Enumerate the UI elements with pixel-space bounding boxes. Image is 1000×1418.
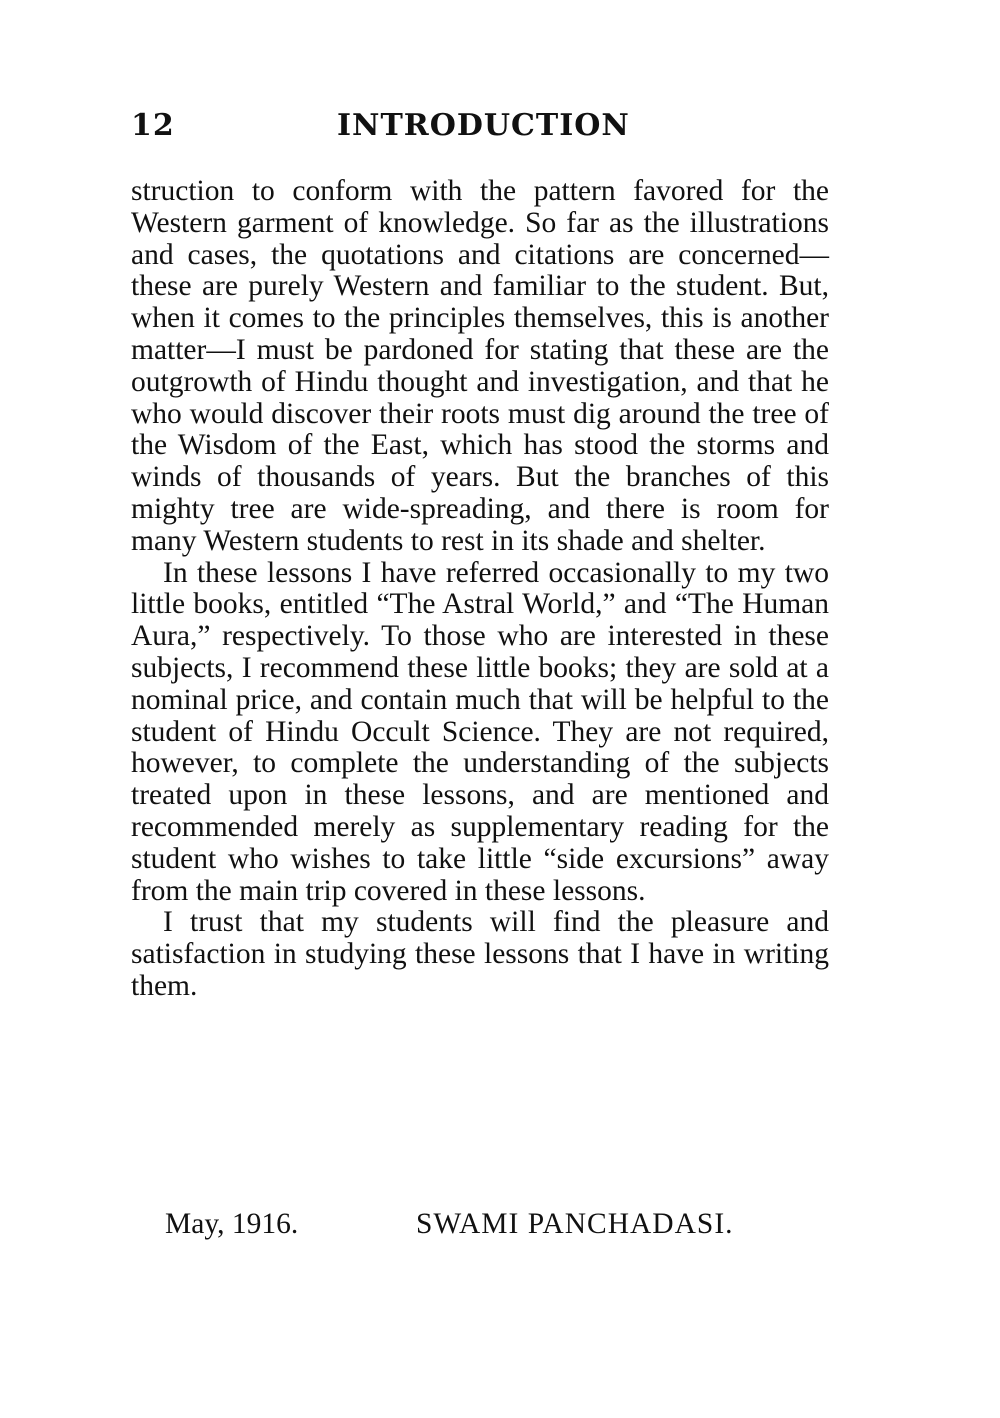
page-number: 12 xyxy=(131,108,175,143)
paragraph-2: In these lessons I have referred occasionally to my two little books, entitled “The Astral World,” and “The Human Aura,” respectively. To those who are interested in these subjects, I recommend these little books; they are sold at a nominal price, and contain much that will be helpful to the student of Hindu Occult Science. They are not required, however, to complete the understanding of the subjects treated upon in these lessons, and are mentioned and recommended merely as supplementary reading for the student who wishes to take little “side excursions” away from the main trip covered in these lessons. xyxy=(131,556,829,907)
signature-author: SWAMI PANCHADASI. xyxy=(416,1208,734,1240)
running-head: INTRODUCTION xyxy=(337,108,630,143)
paragraph-3: I trust that my students will find the pleasure and satisfaction in studying these lessons that I have in writing them. xyxy=(131,906,829,1002)
body-text xyxy=(131,176,829,1003)
paragraph-1: struction to conform with the pattern favored for the Western garment of knowledge. So far as the illustrations and cases, the quotations and citations are concerned—these are purely Western and familiar to the student. But, when it comes to the principles themselves, this is another matter—I must be pardoned for stating that these are the outgrowth of Hindu thought and investigation, and that he who would discover their roots must dig around the tree of the Wisdom of the East, which has stood the storms and winds of thousands of years. But the branches of this mighty tree are wide-spreading, and there is room for many Western students to rest in its shade and shelter. xyxy=(131,175,829,557)
page-header xyxy=(131,108,831,152)
signature-date: May, 1916. xyxy=(165,1208,299,1240)
signature-line xyxy=(131,1208,829,1248)
